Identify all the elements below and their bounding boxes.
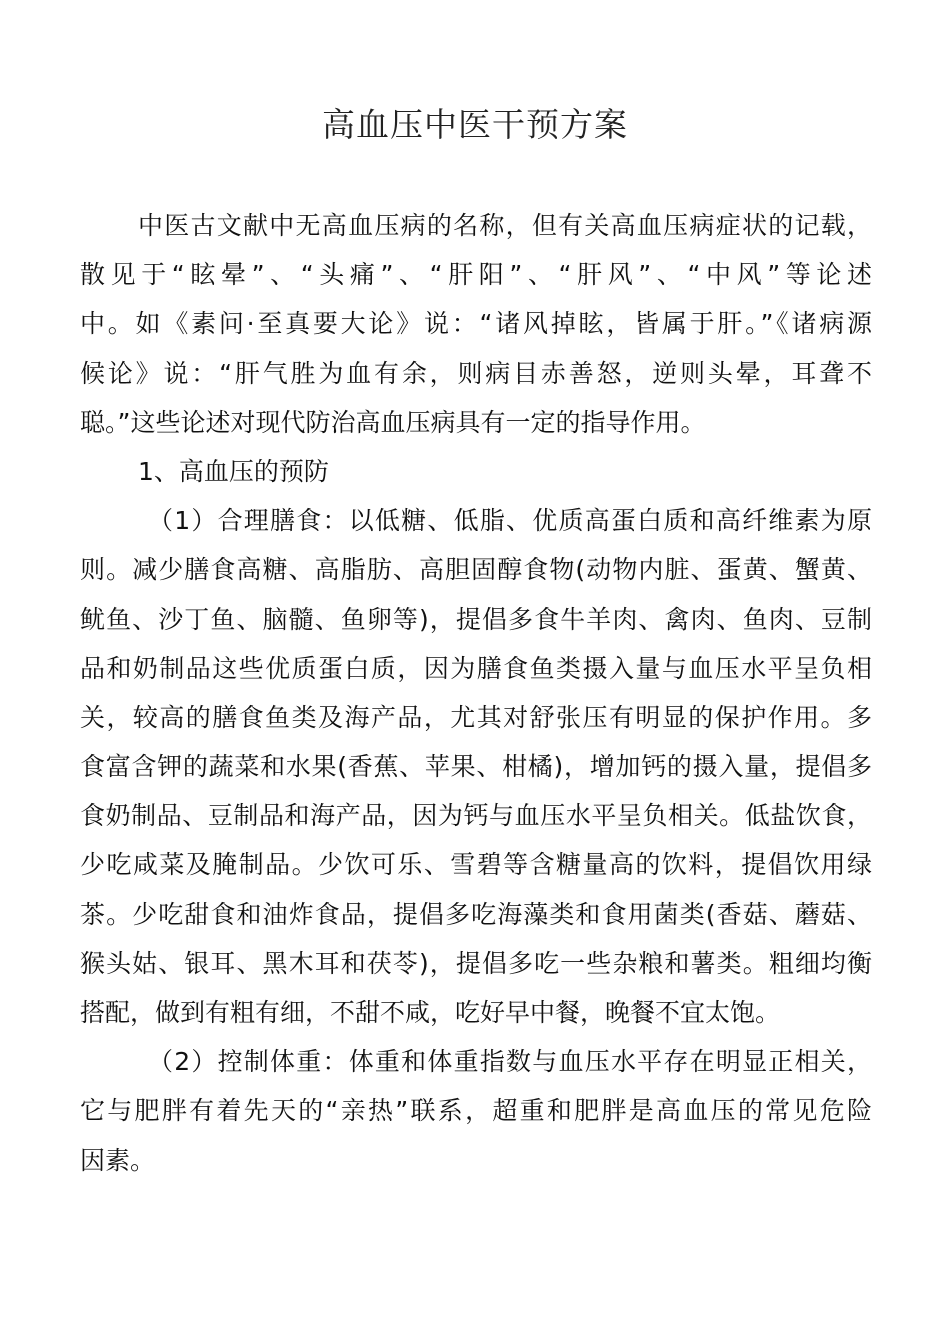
document-title: 高血压中医干预方案	[322, 105, 628, 144]
diet-line: 少吃咸菜及腌制品。少饮可乐、雪碧等含糖量高的饮料，提倡饮用绿	[80, 850, 872, 880]
weight-paragraph	[80, 1037, 872, 1185]
intro-line: 候论》说：“肝气胜为血有余，则病目赤善怒，逆则头晕，耳聋不	[80, 358, 872, 388]
diet-paragraph	[80, 496, 872, 1037]
diet-line: 关，较高的膳食鱼类及海产品，尤其对舒张压有明显的保护作用。多	[80, 702, 872, 732]
intro-line: 中。如《素问·至真要大论》说：“诸风掉眩，皆属于肝。”《诸病源	[80, 309, 872, 339]
weight-line: 它与肥胖有着先天的“亲热”联系，超重和肥胖是高血压的常见危险	[80, 1096, 872, 1126]
diet-line: 猴头姑、银耳、黑木耳和茯苓)，提倡多吃一些杂粮和薯类。粗细均衡	[80, 948, 872, 978]
weight-line: 因素。	[80, 1145, 156, 1175]
intro-line: 散见于“眩晕”、“头痛”、“肝阳”、“肝风”、“中风”等论述	[80, 260, 872, 290]
intro-line: 中医古文献中无高血压病的名称，但有关高血压病症状的记载，	[138, 211, 872, 240]
diet-line: 食奶制品、豆制品和海产品，因为钙与血压水平呈负相关。低盐饮食，	[80, 801, 872, 831]
section-heading: 1、高血压的预防	[138, 456, 329, 486]
diet-line: 茶。少吃甜食和油炸食品，提倡多吃海藻类和食用菌类(香菇、蘑菇、	[80, 899, 872, 929]
document-body	[80, 201, 872, 1185]
intro-paragraph	[80, 201, 872, 447]
diet-line: 鱿鱼、沙丁鱼、脑髓、鱼卵等)，提倡多食牛羊肉、禽肉、鱼肉、豆制	[80, 604, 872, 634]
diet-line: 搭配，做到有粗有细，不甜不咸，吃好早中餐，晚餐不宜太饱。	[80, 998, 781, 1027]
diet-line: 食富含钾的蔬菜和水果(香蕉、苹果、柑橘)，增加钙的摄入量，提倡多	[80, 752, 872, 782]
diet-line: 品和奶制品这些优质蛋白质，因为膳食鱼类摄入量与血压水平呈负相	[80, 653, 872, 683]
weight-line: （2）控制体重：体重和体重指数与血压水平存在明显正相关，	[148, 1047, 872, 1077]
diet-line: （1）合理膳食：以低糖、低脂、优质高蛋白质和高纤维素为原	[148, 506, 872, 536]
intro-line: 聪。”这些论述对现代防治高血压病具有一定的指导作用。	[80, 407, 706, 437]
diet-line: 则。减少膳食高糖、高脂肪、高胆固醇食物(动物内脏、蛋黄、蟹黄、	[80, 555, 872, 585]
